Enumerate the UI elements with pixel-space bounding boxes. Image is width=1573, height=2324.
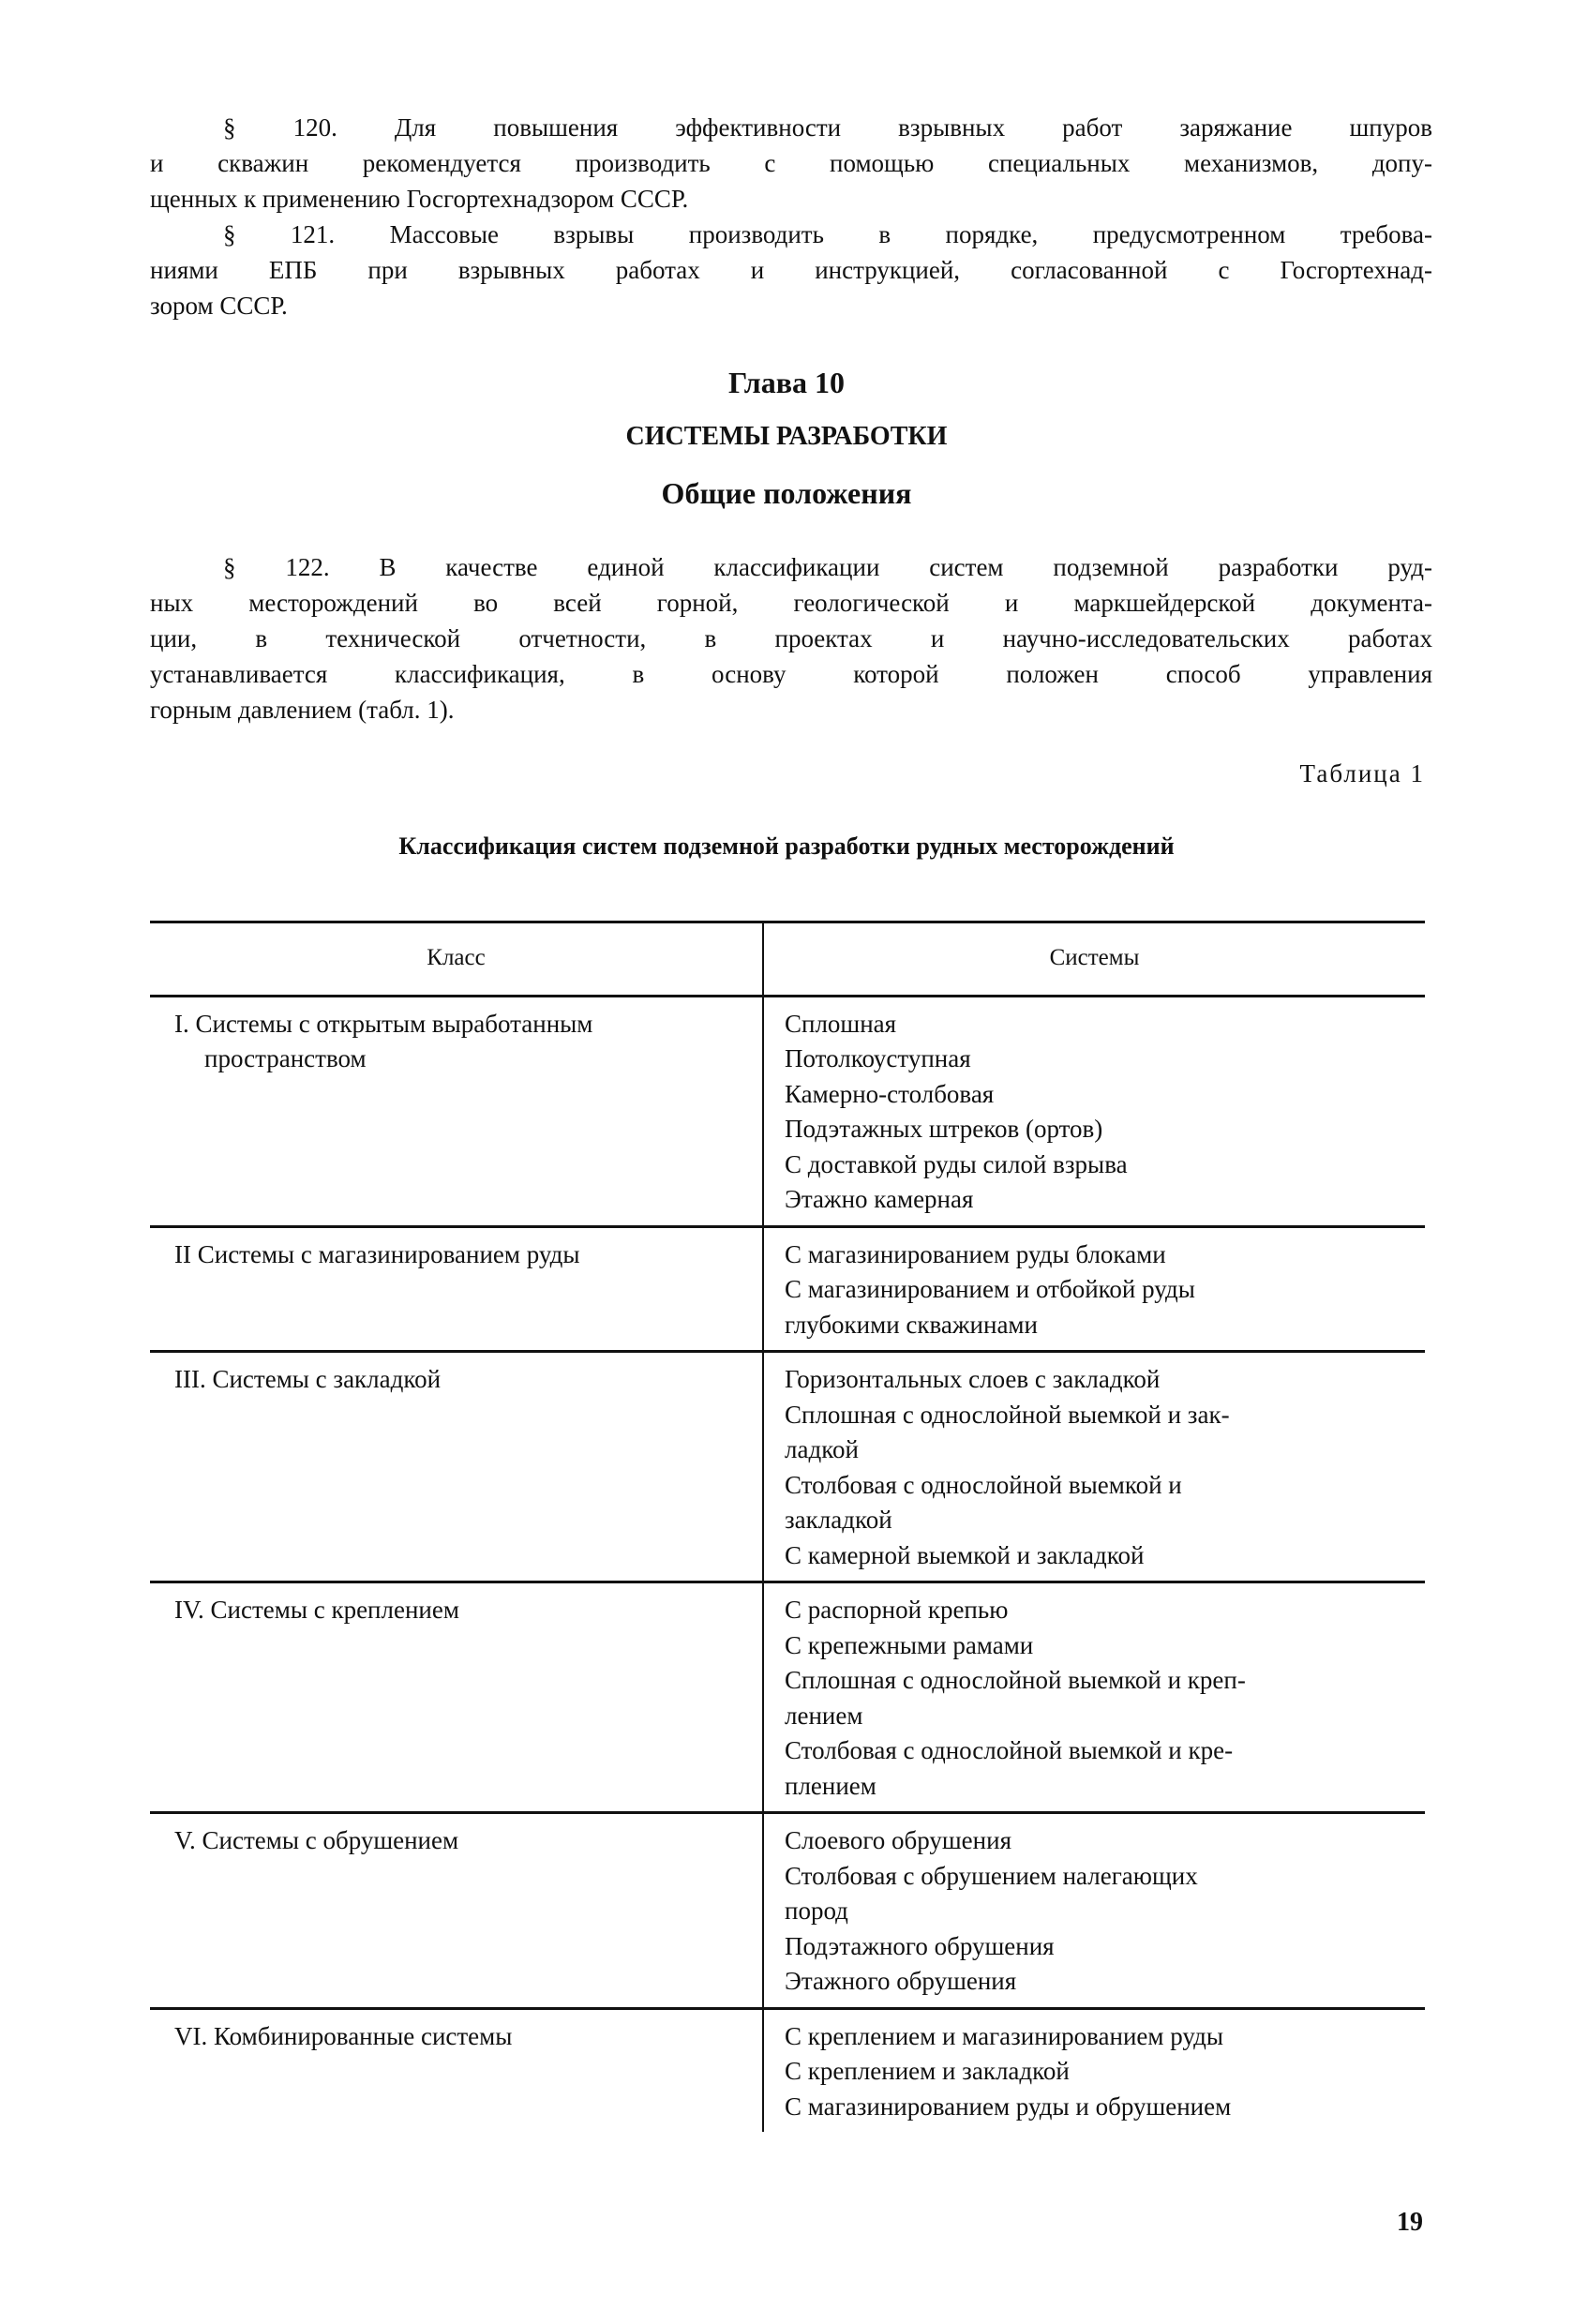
system-item: С магазинированием и отбойкой руды [785,1275,1195,1303]
systems-cell [764,2010,1425,2133]
class-text: пространством [204,1044,367,1072]
system-item: Сплошная с однослойной выемкой и зак- [785,1400,1230,1429]
paragraph-line: ниями ЕПБ при взрывных работах и инструкцией, согласованной с Госгортехнад- [150,256,1432,284]
system-item: пород [785,1897,848,1925]
table-row [150,2010,1425,2133]
system-item: Подэтажных штреков (ортов) [785,1115,1103,1143]
paragraph-line: § 122. В качестве единой классификации систем подземной разработки руд- [223,553,1432,581]
paragraph-line: горным давлением (табл. 1). [150,696,455,724]
table-row [150,997,1425,1228]
systems-cell [764,1228,1425,1351]
paragraph-line: зором СССР. [150,292,288,320]
paragraph-122 [150,549,1432,727]
class-text: V. Системы с обрушением [174,1826,459,1854]
system-item: лением [785,1701,863,1730]
class-text: IV. Системы с креплением [174,1596,459,1624]
systems-cell [764,1814,1425,2007]
paragraph-120 [150,110,1432,217]
table-row [150,1353,1425,1583]
class-text: III. Системы с закладкой [174,1365,442,1393]
system-item: плением [785,1771,876,1800]
header-systems-label: Системы [1049,945,1140,970]
system-item: С распорной крепью [785,1596,1009,1624]
chapter-number: Глава 10 [728,366,845,399]
system-item: Сплошная с однослойной выемкой и креп- [785,1666,1246,1694]
system-item: Подэтажного обрушения [785,1931,1055,1960]
system-item: Потолкоуступная [785,1044,971,1072]
class-text: II Системы с магазинированием руды [174,1239,580,1268]
system-item: С камерной выемкой и закладкой [785,1540,1145,1569]
paragraph-line: ных месторождений во всей горной, геологической и маркшейдерской документа- [150,589,1432,617]
system-item: ладкой [785,1435,859,1463]
table-row [150,1583,1425,1814]
systems-cell [764,1583,1425,1811]
header-class [150,923,764,995]
table-header-row [150,923,1425,997]
class-text: I. Системы с открытым выработанным [174,1009,593,1038]
section-title: Общие положения [661,476,912,510]
system-item: С магазинированием руды и обрушением [785,2092,1232,2121]
class-cell [150,1353,764,1581]
classification-table [150,921,1425,2132]
paragraph-line: § 121. Массовые взрывы производить в порядке, предусмотренном требова- [223,220,1432,248]
paragraph-line: устанавливается классификация, в основу которой положен способ управления [150,660,1432,688]
system-item: Камерно-столбовая [785,1079,995,1108]
class-cell [150,1814,764,2007]
system-item: Столбовая с однослойной выемкой и кре- [785,1736,1234,1764]
table-row [150,1228,1425,1354]
paragraph-line: и скважин рекомендуется производить с помощью специальных механизмов, допу- [150,149,1432,177]
system-item: С креплением и магазинированием руды [785,2021,1224,2050]
system-item: Сплошная [785,1009,897,1038]
header-systems [764,923,1425,995]
paragraph-121 [150,217,1432,323]
chapter-title: СИСТЕМЫ РАЗРАБОТКИ [625,422,948,451]
table-label: Таблица 1 [1299,759,1425,787]
table-caption: Классификация систем подземной разработки рудных месторождений [398,832,1175,860]
table-row [150,1814,1425,2010]
systems-cell [764,1353,1425,1581]
class-cell [150,1228,764,1351]
paragraph-line: § 120. Для повышения эффективности взрывных работ заряжание шпуров [223,113,1432,142]
class-cell [150,2010,764,2133]
system-item: Этажного обрушения [785,1967,1017,1995]
system-item: Столбовая с обрушением налегающих [785,1861,1198,1890]
class-cell [150,997,764,1225]
system-item: Этажно камерная [785,1185,974,1213]
system-item: закладкой [785,1506,892,1534]
system-item: Столбовая с однослойной выемкой и [785,1470,1182,1499]
header-class-label: Класс [427,945,486,970]
system-item: глубокими скважинами [785,1310,1038,1339]
class-cell [150,1583,764,1811]
system-item: Слоевого обрушения [785,1826,1011,1854]
systems-cell [764,997,1425,1225]
paragraph-line: ции, в технической отчетности, в проектах и научно-исследовательских работах [150,624,1432,652]
system-item: С доставкой руды силой взрыва [785,1149,1128,1178]
system-item: С крепежными рамами [785,1630,1034,1659]
class-text: VI. Комбинированные системы [174,2021,513,2050]
system-item: С магазинированием руды блоками [785,1239,1166,1268]
page-number: 19 [1397,2208,1423,2237]
paragraph-line: щенных к применению Госгортехнадзором СССР. [150,185,689,213]
system-item: Горизонтальных слоев с закладкой [785,1365,1161,1393]
system-item: С креплением и закладкой [785,2057,1070,2085]
